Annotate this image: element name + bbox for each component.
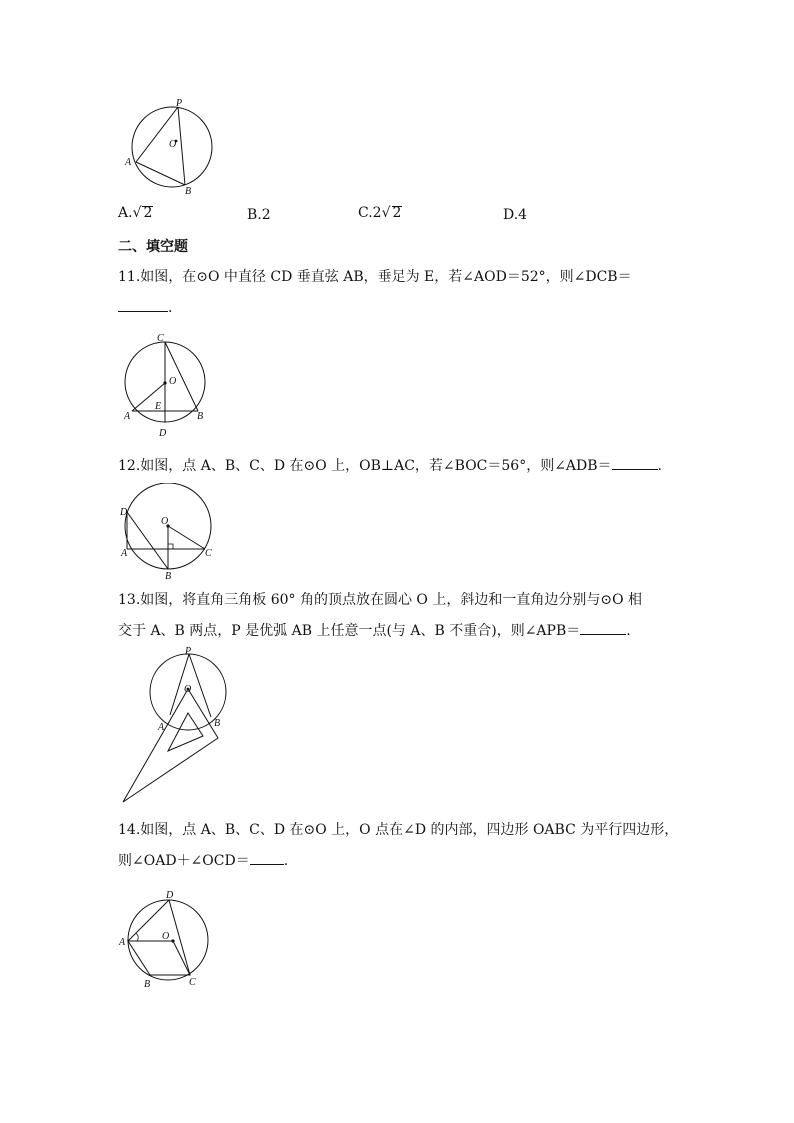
chord-pb bbox=[178, 107, 185, 185]
label-a: A bbox=[125, 157, 132, 168]
chord-ab bbox=[136, 162, 185, 185]
label-a: A bbox=[121, 548, 128, 559]
label-d: D bbox=[166, 890, 174, 901]
figure-q13 bbox=[118, 645, 238, 807]
segment-dc bbox=[169, 900, 190, 975]
label-a: A bbox=[124, 411, 131, 422]
triangle-ruler-inner bbox=[168, 713, 203, 751]
label-d: D bbox=[120, 507, 128, 518]
label-b: B bbox=[165, 571, 172, 582]
q11-answer-line: . bbox=[118, 297, 172, 318]
label-p: P bbox=[176, 98, 183, 109]
label-a: A bbox=[158, 722, 165, 733]
label-b: B bbox=[144, 979, 151, 990]
q12-text: 12.如图，点 A、B、C、D 在⊙O 上，OB⊥AC，若∠BOC＝56°，则∠ADB＝ . bbox=[118, 455, 662, 476]
q13-text-line2: 交于 A、B 两点，P 是优弧 AB 上任意一点(与 A、B 不重合)，则∠APB＝ . bbox=[118, 620, 631, 641]
answer-blank bbox=[580, 620, 626, 635]
label-c: C bbox=[205, 548, 212, 559]
label-a: A bbox=[119, 937, 126, 948]
q13-text-line1: 13.如图，将直角三角板 60° 角的顶点放在圆心 O 上，斜边和一直角边分别与⊙O 相 bbox=[118, 592, 643, 608]
figure-q10 bbox=[118, 95, 228, 200]
option-a: A.√ 2 bbox=[118, 205, 153, 221]
option-c: C.2√ 2 bbox=[358, 205, 402, 221]
label-o: O bbox=[161, 516, 169, 527]
option-b: B.2 bbox=[247, 207, 271, 223]
label-d: D bbox=[159, 428, 167, 439]
figure-q11 bbox=[118, 330, 218, 442]
label-c: C bbox=[157, 333, 164, 344]
label-b: B bbox=[185, 186, 192, 197]
answer-blank bbox=[612, 455, 658, 470]
label-e: E bbox=[155, 401, 162, 412]
label-b: B bbox=[214, 718, 221, 729]
segment-oc bbox=[168, 526, 205, 549]
label-p: P bbox=[185, 646, 192, 657]
label-o: O bbox=[162, 931, 170, 942]
label-o: O bbox=[184, 684, 192, 695]
q14-text-line2: 则∠OAD＋∠OCD＝ . bbox=[118, 850, 288, 871]
section-title: 二、填空题 bbox=[118, 239, 188, 255]
option-d: D.4 bbox=[503, 207, 528, 223]
figure-q12 bbox=[118, 483, 223, 583]
figure-q14 bbox=[118, 885, 218, 995]
center-dot bbox=[171, 939, 174, 942]
label-b: B bbox=[197, 411, 204, 422]
label-o: O bbox=[169, 376, 177, 387]
answer-blank bbox=[118, 297, 168, 312]
center-dot bbox=[163, 381, 166, 384]
q14-text-line1: 14.如图，点 A、B、C、D 在⊙O 上，O 点在∠D 的内部，四边形 OABC 为平行四边形， bbox=[118, 822, 679, 838]
chord-pa bbox=[136, 107, 178, 162]
right-angle-mark bbox=[168, 544, 173, 549]
answer-blank bbox=[250, 850, 284, 865]
label-o: O bbox=[169, 139, 177, 150]
angle-arc bbox=[136, 933, 138, 941]
label-c: C bbox=[189, 977, 196, 988]
chord-pb bbox=[189, 654, 211, 717]
q11-text: 11.如图，在⊙O 中直径 CD 垂直弦 AB，垂足为 E，若∠AOD＝52°，则∠DCB＝ bbox=[118, 269, 632, 285]
parallelogram-oabc bbox=[128, 941, 190, 975]
